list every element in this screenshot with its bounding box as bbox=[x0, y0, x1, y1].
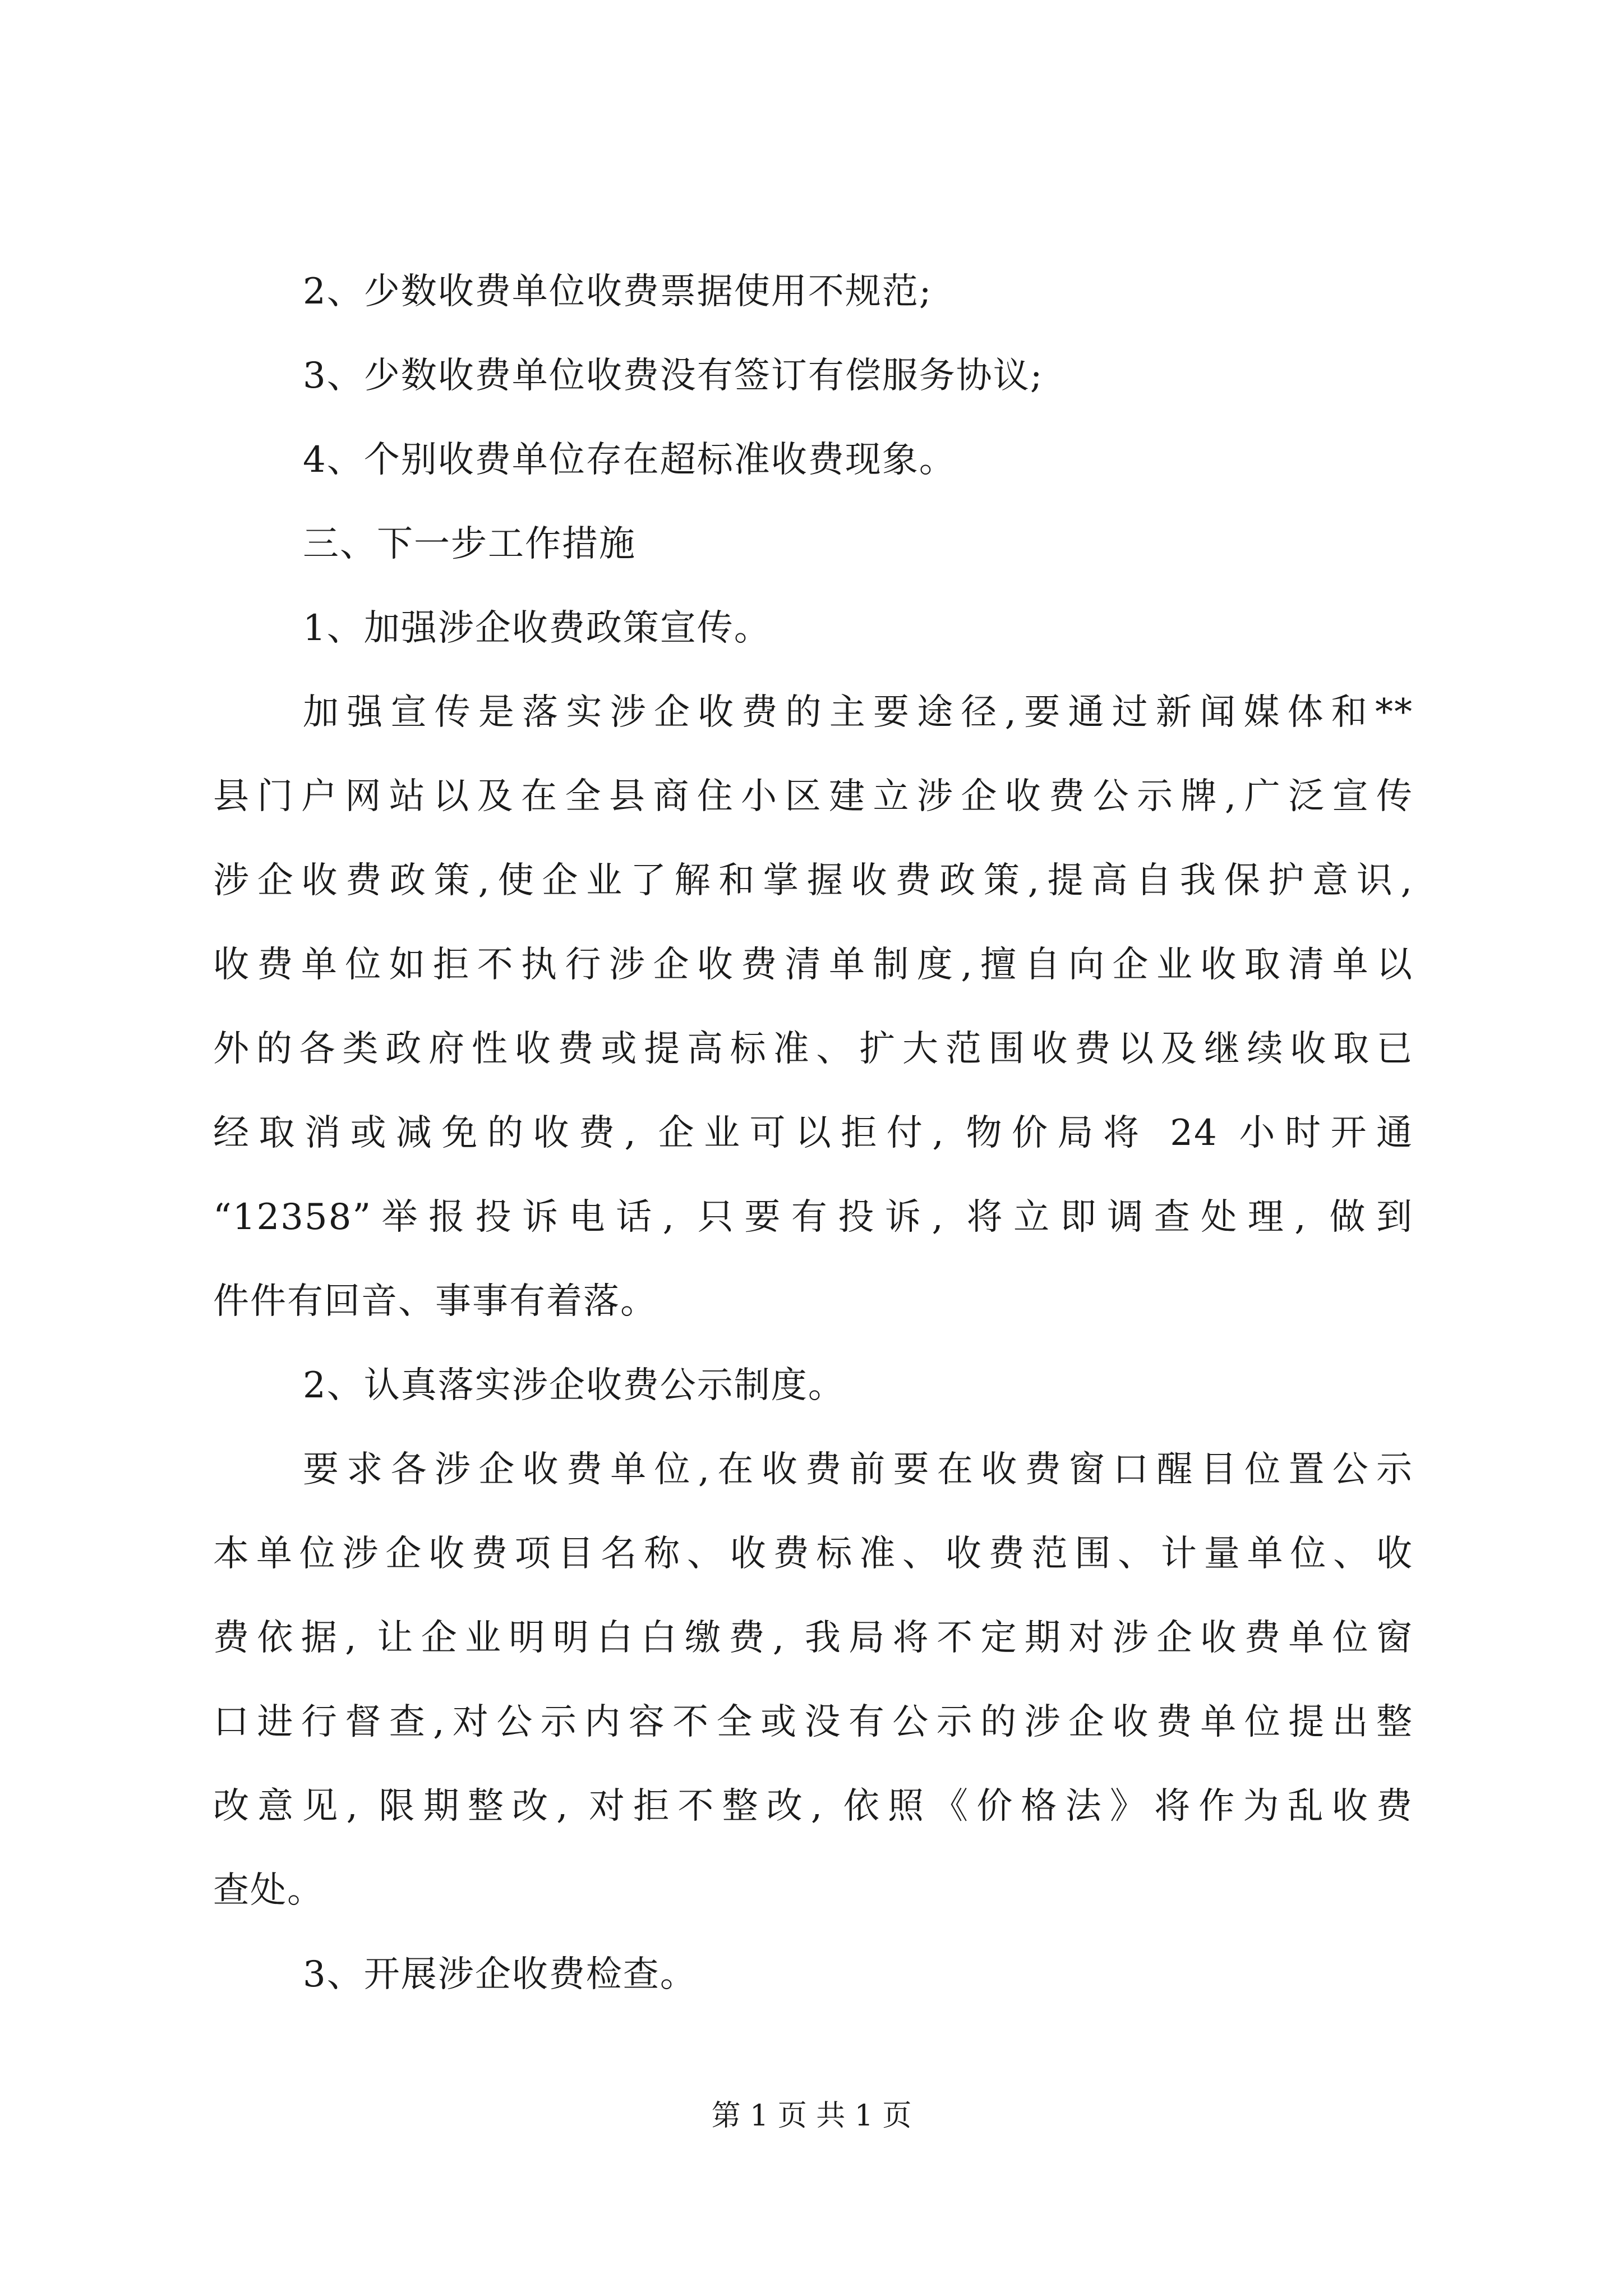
paragraph-1-line: 经取消或减免的收费, 企业可以拒付, 物价局将 24 小时开通 bbox=[213, 1112, 1413, 1154]
list-item-4: 4、个别收费单位存在超标准收费现象。 bbox=[303, 439, 956, 481]
page-footer: 第 1 页 共 1 页 bbox=[711, 2099, 912, 2133]
paragraph-1-line: “12358”举报投诉电话, 只要有投诉, 将立即调查处理, 做到 bbox=[213, 1197, 1413, 1238]
list-item-3: 3、少数收费单位收费没有签订有偿服务协议; bbox=[303, 355, 1044, 397]
paragraph-1-line: 县门户网站以及在全县商住小区建立涉企收费公示牌,广泛宣传 bbox=[213, 776, 1413, 817]
measure-1-heading: 1、加强涉企收费政策宣传。 bbox=[303, 608, 771, 649]
paragraph-1-line: 收费单位如拒不执行涉企收费清单制度,擅自向企业收取清单以 bbox=[213, 944, 1413, 986]
paragraph-2-line: 改意见, 限期整改, 对拒不整改, 依照《价格法》将作为乱收费 bbox=[213, 1786, 1413, 1827]
paragraph-1-line: 件件有回音、事事有着落。 bbox=[213, 1281, 657, 1322]
paragraph-1-line: 外的各类政府性收费或提高标准、扩大范围收费以及继续收取已 bbox=[213, 1028, 1413, 1070]
measure-2-heading: 2、认真落实涉企收费公示制度。 bbox=[303, 1365, 845, 1406]
paragraph-1-line: 涉企收费政策,使企业了解和掌握收费政策,提高自我保护意识, bbox=[213, 860, 1413, 901]
paragraph-2-line: 本单位涉企收费项目名称、收费标准、收费范围、计量单位、收 bbox=[213, 1533, 1413, 1575]
paragraph-1-line: 加强宣传是落实涉企收费的主要途径,要通过新闻媒体和** bbox=[303, 692, 1413, 733]
paragraph-2-line: 费依据, 让企业明明白白缴费, 我局将不定期对涉企收费单位窗 bbox=[213, 1617, 1413, 1659]
paragraph-2-line: 要求各涉企收费单位,在收费前要在收费窗口醒目位置公示 bbox=[303, 1449, 1413, 1490]
paragraph-2-line: 查处。 bbox=[213, 1870, 324, 1911]
section-heading: 三、下一步工作措施 bbox=[303, 523, 636, 565]
measure-3-heading: 3、开展涉企收费检查。 bbox=[303, 1954, 697, 1995]
paragraph-2-line: 口进行督查,对公示内容不全或没有公示的涉企收费单位提出整 bbox=[213, 1701, 1413, 1743]
list-item-2: 2、少数收费单位收费票据使用不规范; bbox=[303, 271, 933, 312]
